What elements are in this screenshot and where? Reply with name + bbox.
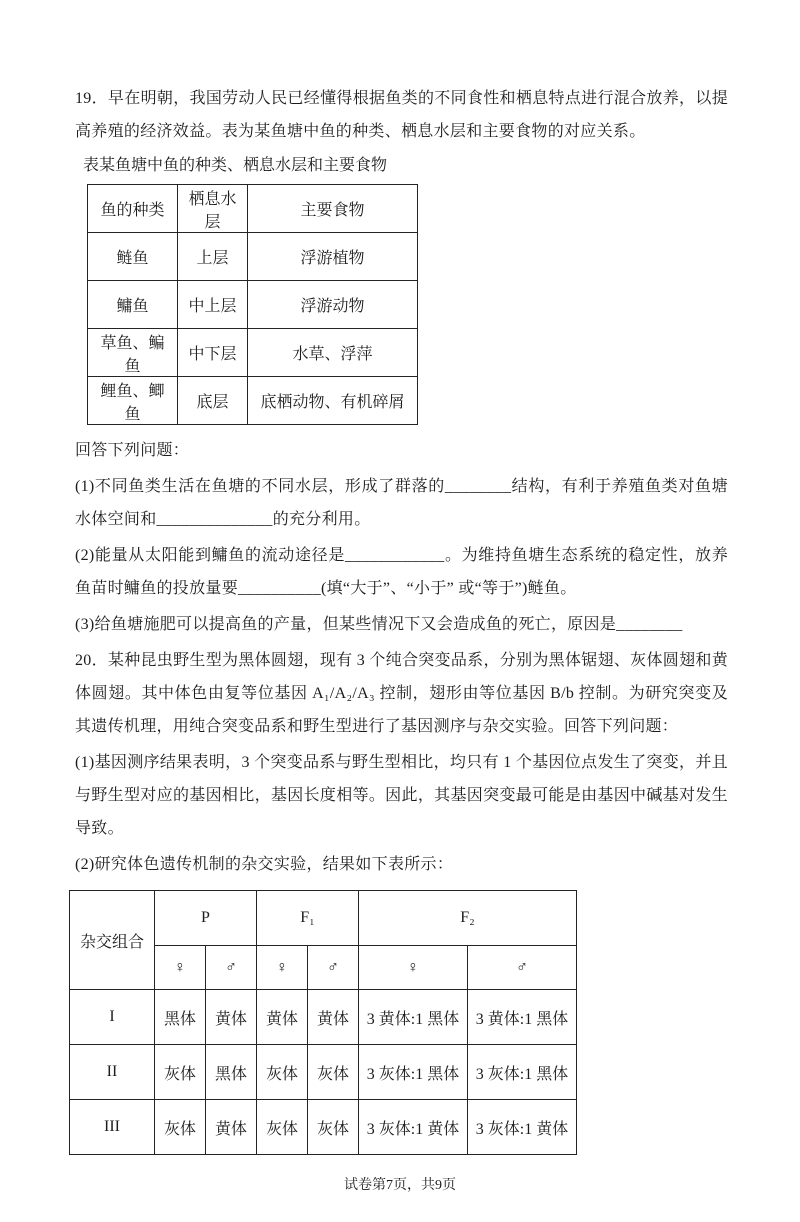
cross-table-group-row — [70, 891, 577, 946]
table-row — [88, 281, 418, 329]
cell-layer: 底层 — [178, 377, 248, 425]
fish-table — [87, 184, 418, 425]
table-row — [70, 990, 577, 1045]
header-cell-species: 鱼的种类 — [88, 185, 178, 233]
cell: 黑体 — [155, 990, 206, 1045]
table-row — [70, 1100, 577, 1155]
fish-table-header-row — [88, 185, 418, 233]
cell: 3 灰体:1 黑体 — [359, 1045, 468, 1100]
cell: 黄体 — [206, 990, 257, 1045]
cell: 黑体 — [206, 1045, 257, 1100]
q20-sub2: (2)研究体色遗传机制的杂交实验，结果如下表所示： — [75, 856, 454, 873]
female-symbol: ♀ — [155, 946, 206, 990]
header-cell-f1: F₁ — [257, 891, 359, 946]
table-row — [88, 377, 418, 425]
cell: 黄体 — [206, 1100, 257, 1155]
header-cell-p: P — [155, 891, 257, 946]
cell: 灰体 — [155, 1100, 206, 1155]
cell-species: 草鱼、鳊鱼 — [88, 329, 178, 377]
q20-intro: 20．某种昆虫野生型为黑体圆翅，现有 3 个纯合突变品系，分别为黑体锯翅、灰体圆翅和黄体圆翅。其中体色由复等位基因 A₁/A₂/A₃ 控制，翅形由等位基因 B/b 控制。为研究突变及其遗传机理，用纯合突变品系和野生型进行了基因测序与杂交实验。回答下列问题： — [75, 652, 728, 735]
cell: 灰体 — [308, 1100, 359, 1155]
male-symbol: ♂ — [468, 946, 577, 990]
cell: 黄体 — [308, 990, 359, 1045]
cell-food: 浮游动物 — [248, 281, 418, 329]
q19-sub3: (3)给鱼塘施肥可以提高鱼的产量，但某些情况下又会造成鱼的死亡，原因是________ — [75, 616, 683, 633]
cell: 灰体 — [257, 1045, 308, 1100]
cell-food: 水草、浮萍 — [248, 329, 418, 377]
q19-sub1: (1)不同鱼类生活在鱼塘的不同水层，形成了群落的________结构，有利于养殖鱼类对鱼塘水体空间和______________的充分利用。 — [75, 478, 728, 528]
header-cell-layer: 栖息水层 — [178, 185, 248, 233]
cell-species: 鳙鱼 — [88, 281, 178, 329]
header-cell-f2: F₂ — [359, 891, 577, 946]
cell-layer: 上层 — [178, 233, 248, 281]
page-footer: 试卷第7页，共9页 — [344, 1178, 456, 1193]
row-label: III — [70, 1100, 155, 1155]
row-label: I — [70, 990, 155, 1045]
female-symbol: ♀ — [359, 946, 468, 990]
cell-food: 底栖动物、有机碎屑 — [248, 377, 418, 425]
cell: 3 灰体:1 黄体 — [359, 1100, 468, 1155]
page-content — [75, 82, 728, 1155]
q20-sub1: (1)基因测序结果表明，3 个突变品系与野生型相比，均只有 1 个基因位点发生了突变，并且与野生型对应的基因相比，基因长度相等。因此，其基因突变最可能是由基因中碱基对发生导致。 — [75, 754, 728, 837]
cell-layer: 中上层 — [178, 281, 248, 329]
fish-table-caption: 表某鱼塘中鱼的种类、栖息水层和主要食物 — [83, 157, 388, 174]
q19-sub2: (2)能量从太阳能到鳙鱼的流动途径是____________。为维持鱼塘生态系统的稳定性，放养鱼苗时鳙鱼的投放量要__________(填“大于”、“小于” 或“等于”)鲢鱼。 — [75, 547, 728, 597]
cell-layer: 中下层 — [178, 329, 248, 377]
cell: 灰体 — [308, 1045, 359, 1100]
cell-food: 浮游植物 — [248, 233, 418, 281]
table-row — [70, 1045, 577, 1100]
cell: 3 灰体:1 黑体 — [468, 1045, 577, 1100]
cell-species: 鲢鱼 — [88, 233, 178, 281]
female-symbol: ♀ — [257, 946, 308, 990]
male-symbol: ♂ — [206, 946, 257, 990]
cell: 黄体 — [257, 990, 308, 1045]
male-symbol: ♂ — [308, 946, 359, 990]
cell: 3 灰体:1 黄体 — [468, 1100, 577, 1155]
q19-intro: 19．早在明朝，我国劳动人民已经懂得根据鱼类的不同食性和栖息特点进行混合放养，以提高养殖的经济效益。表为某鱼塘中鱼的种类、栖息水层和主要食物的对应关系。 — [75, 90, 728, 140]
cell-species: 鲤鱼、鲫鱼 — [88, 377, 178, 425]
q19-answer-prompt: 回答下列问题： — [75, 442, 190, 459]
cross-table — [69, 890, 577, 1155]
row-label: II — [70, 1045, 155, 1100]
table-row — [88, 233, 418, 281]
cell: 3 黄体:1 黑体 — [359, 990, 468, 1045]
cell: 灰体 — [155, 1045, 206, 1100]
header-cell-food: 主要食物 — [248, 185, 418, 233]
cell: 3 黄体:1 黑体 — [468, 990, 577, 1045]
table-row — [88, 329, 418, 377]
cell: 灰体 — [257, 1100, 308, 1155]
header-cell-cross-combo: 杂交组合 — [70, 891, 155, 990]
